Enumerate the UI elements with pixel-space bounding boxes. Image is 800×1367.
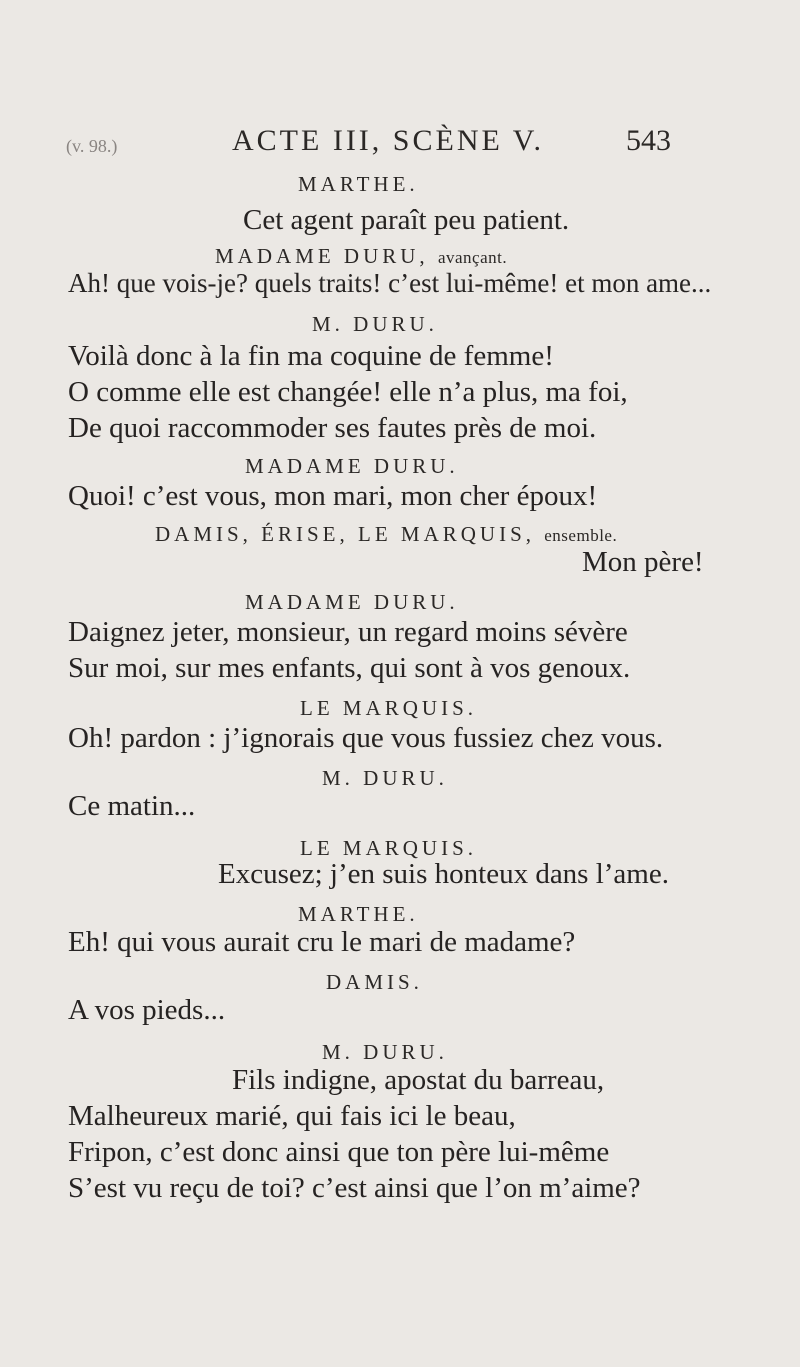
verse-line: Mon père!	[582, 546, 704, 578]
speaker-m-duru: M. DURU.	[312, 312, 438, 336]
verse-reference: (v. 98.)	[66, 136, 118, 156]
verse-line: S’est vu reçu de toi? c’est ainsi que l’on m’aime?	[68, 1172, 641, 1204]
speaker-madame-duru: MADAME DURU.	[245, 454, 459, 478]
verse-line: Voilà donc à la fin ma coquine de femme!	[68, 340, 554, 372]
verse-line: Fils indigne, apostat du barreau,	[232, 1064, 605, 1096]
verse-line: Excusez; j’en suis honteux dans l’ame.	[218, 858, 669, 890]
speaker-m-duru: M. DURU.	[322, 1040, 448, 1064]
page-number: 543	[626, 124, 671, 157]
speaker-damis-erise-marquis: DAMIS, ÉRISE, LE MARQUIS, ensemble.	[155, 522, 618, 546]
verse-line: De quoi raccommoder ses fautes près de moi.	[68, 412, 597, 444]
speaker-marthe: MARTHE.	[298, 902, 419, 926]
verse-line: Oh! pardon : j’ignorais que vous fussiez chez vous.	[68, 722, 664, 754]
verse-line: Cet agent paraît peu patient.	[243, 204, 570, 236]
verse-line: Fripon, c’est donc ainsi que ton père lui-même	[68, 1136, 610, 1168]
running-title: ACTE III, SCÈNE V.	[232, 124, 545, 157]
verse-line: Ce matin...	[68, 790, 196, 822]
verse-line: Daignez jeter, monsieur, un regard moins sévère	[68, 616, 628, 648]
speaker-le-marquis: LE MARQUIS.	[300, 836, 478, 860]
speaker-le-marquis: LE MARQUIS.	[300, 696, 478, 720]
verse-line: A vos pieds...	[68, 994, 226, 1026]
speaker-madame-duru: MADAME DURU.	[245, 590, 459, 614]
speaker-m-duru: M. DURU.	[322, 766, 448, 790]
verse-line: Ah! que vois-je? quels traits! c’est lui-même! et mon ame...	[68, 268, 712, 298]
speaker-damis: DAMIS.	[326, 970, 423, 994]
verse-line: Eh! qui vous aurait cru le mari de madame?	[68, 926, 576, 958]
verse-line: O comme elle est changée! elle n’a plus, ma foi,	[68, 376, 628, 408]
speaker-madame-duru: MADAME DURU, avançant.	[215, 244, 508, 268]
verse-line: Sur moi, sur mes enfants, qui sont à vos genoux.	[68, 652, 631, 684]
verse-line: Quoi! c’est vous, mon mari, mon cher époux!	[68, 480, 598, 512]
speaker-marthe: MARTHE.	[298, 172, 419, 196]
stage-direction: ensemble.	[544, 526, 618, 545]
stage-direction: avançant.	[437, 248, 508, 267]
verse-line: Malheureux marié, qui fais ici le beau,	[68, 1100, 516, 1132]
